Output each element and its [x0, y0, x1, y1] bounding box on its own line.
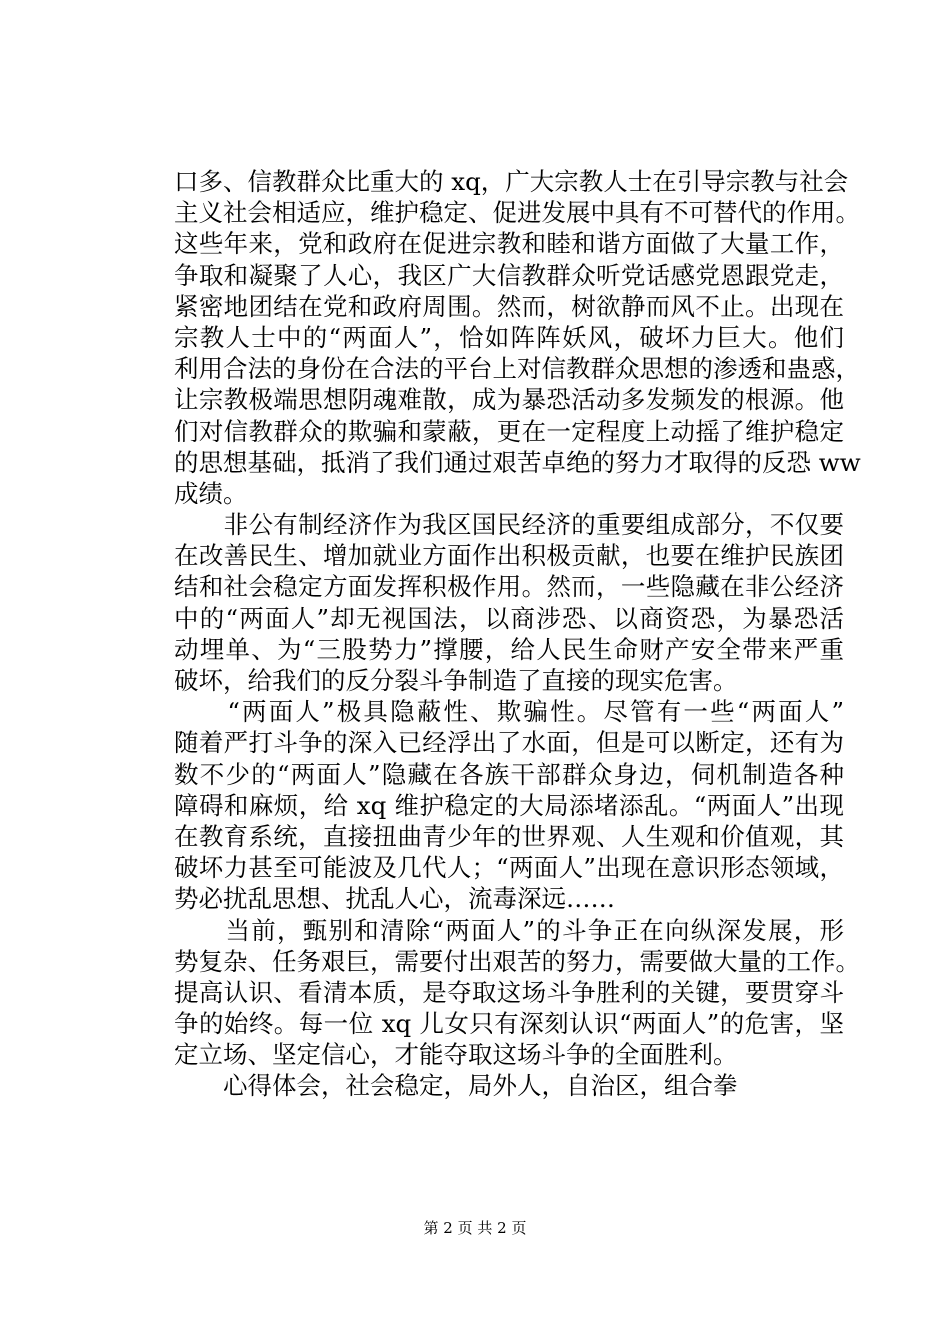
text-line: 口多、信教群众比重大的 xq，广大宗教人士在引导宗教与社会 — [174, 167, 849, 196]
text-line: 结和社会稳定方面发挥积极作用。然而，一些隐藏在非公经济 — [174, 572, 844, 602]
text-line: 在改善民生、增加就业方面作出积极贡献，也要在维护民族团 — [174, 541, 844, 571]
text-line: 争取和凝聚了人心，我区广大信教群众听党话感党恩跟党走， — [174, 260, 844, 290]
document-body — [174, 166, 861, 1102]
text-line: 主义社会相适应，维护稳定、促进发展中具有不可替代的作用。 — [174, 198, 860, 228]
text-line: 宗教人士中的“两面人”，恰如阵阵妖风，破坏力巨大。他们 — [174, 322, 844, 352]
text-line: 当前，甄别和清除“两面人”的斗争正在向纵深发展，形 — [174, 915, 844, 945]
text-line: 势复杂、任务艰巨，需要付出艰苦的努力，需要做大量的工作。 — [174, 946, 860, 976]
text-line: 们对信教群众的欺骗和蒙蔽，更在一定程度上动摇了维护稳定 — [174, 416, 844, 446]
keywords-line: 心得体会，社会稳定，局外人，自治区，组合拳 — [174, 1071, 738, 1101]
text-line: 中的“两面人”却无视国法，以商涉恐、以商资恐，为暴恐活 — [174, 603, 844, 633]
text-line: 提高认识、看清本质，是夺取这场斗争胜利的关键，要贯穿斗 — [174, 977, 844, 1007]
text-line: 破坏，给我们的反分裂斗争制造了直接的现实危害。 — [174, 666, 738, 695]
text-line: 势必扰乱思想、扰乱人心，流毒深远…… — [174, 884, 615, 914]
text-line: 动埋单、为“三股势力”撑腰，给人民生命财产安全带来严重 — [174, 634, 844, 664]
text-line: 数不少的“两面人”隐藏在各族干部群众身边，伺机制造各种 — [174, 759, 844, 789]
text-line: 让宗教极端思想阴魂难散，成为暴恐活动多发频发的根源。他 — [174, 385, 844, 415]
text-line: 争的始终。每一位 xq 儿女只有深刻认识“两面人”的危害，坚 — [174, 1009, 844, 1039]
text-line: 紧密地团结在党和政府周围。然而，树欲静而风不止。出现在 — [174, 291, 844, 321]
text-line: 非公有制经济作为我区国民经济的重要组成部分，不仅要 — [174, 510, 844, 540]
text-line: 成绩。 — [174, 478, 248, 508]
text-line: 在教育系统，直接扭曲青少年的世界观、人生观和价值观，其 — [174, 821, 844, 851]
text-line: 定立场、坚定信心，才能夺取这场斗争的全面胜利。 — [174, 1040, 738, 1070]
text-line: 这些年来，党和政府在促进宗教和睦和谐方面做了大量工作， — [174, 229, 844, 259]
text-line: 随着严打斗争的深入已经浮出了水面，但是可以断定，还有为 — [174, 728, 844, 758]
page-footer: 第 2 页 共 2 页 — [423, 1219, 527, 1237]
text-line: “两面人”极具隐蔽性、欺骗性。尽管有一些“两面人” — [174, 697, 844, 727]
text-line: 的思想基础，抵消了我们通过艰苦卓绝的努力才取得的反恐 ww — [174, 447, 861, 477]
text-line: 破坏力甚至可能波及几代人；“两面人”出现在意识形态领域， — [174, 853, 844, 883]
text-line: 障碍和麻烦，给 xq 维护稳定的大局添堵添乱。“两面人”出现 — [174, 790, 844, 820]
text-line: 利用合法的身份在合法的平台上对信教群众思想的渗透和蛊惑， — [174, 354, 860, 384]
